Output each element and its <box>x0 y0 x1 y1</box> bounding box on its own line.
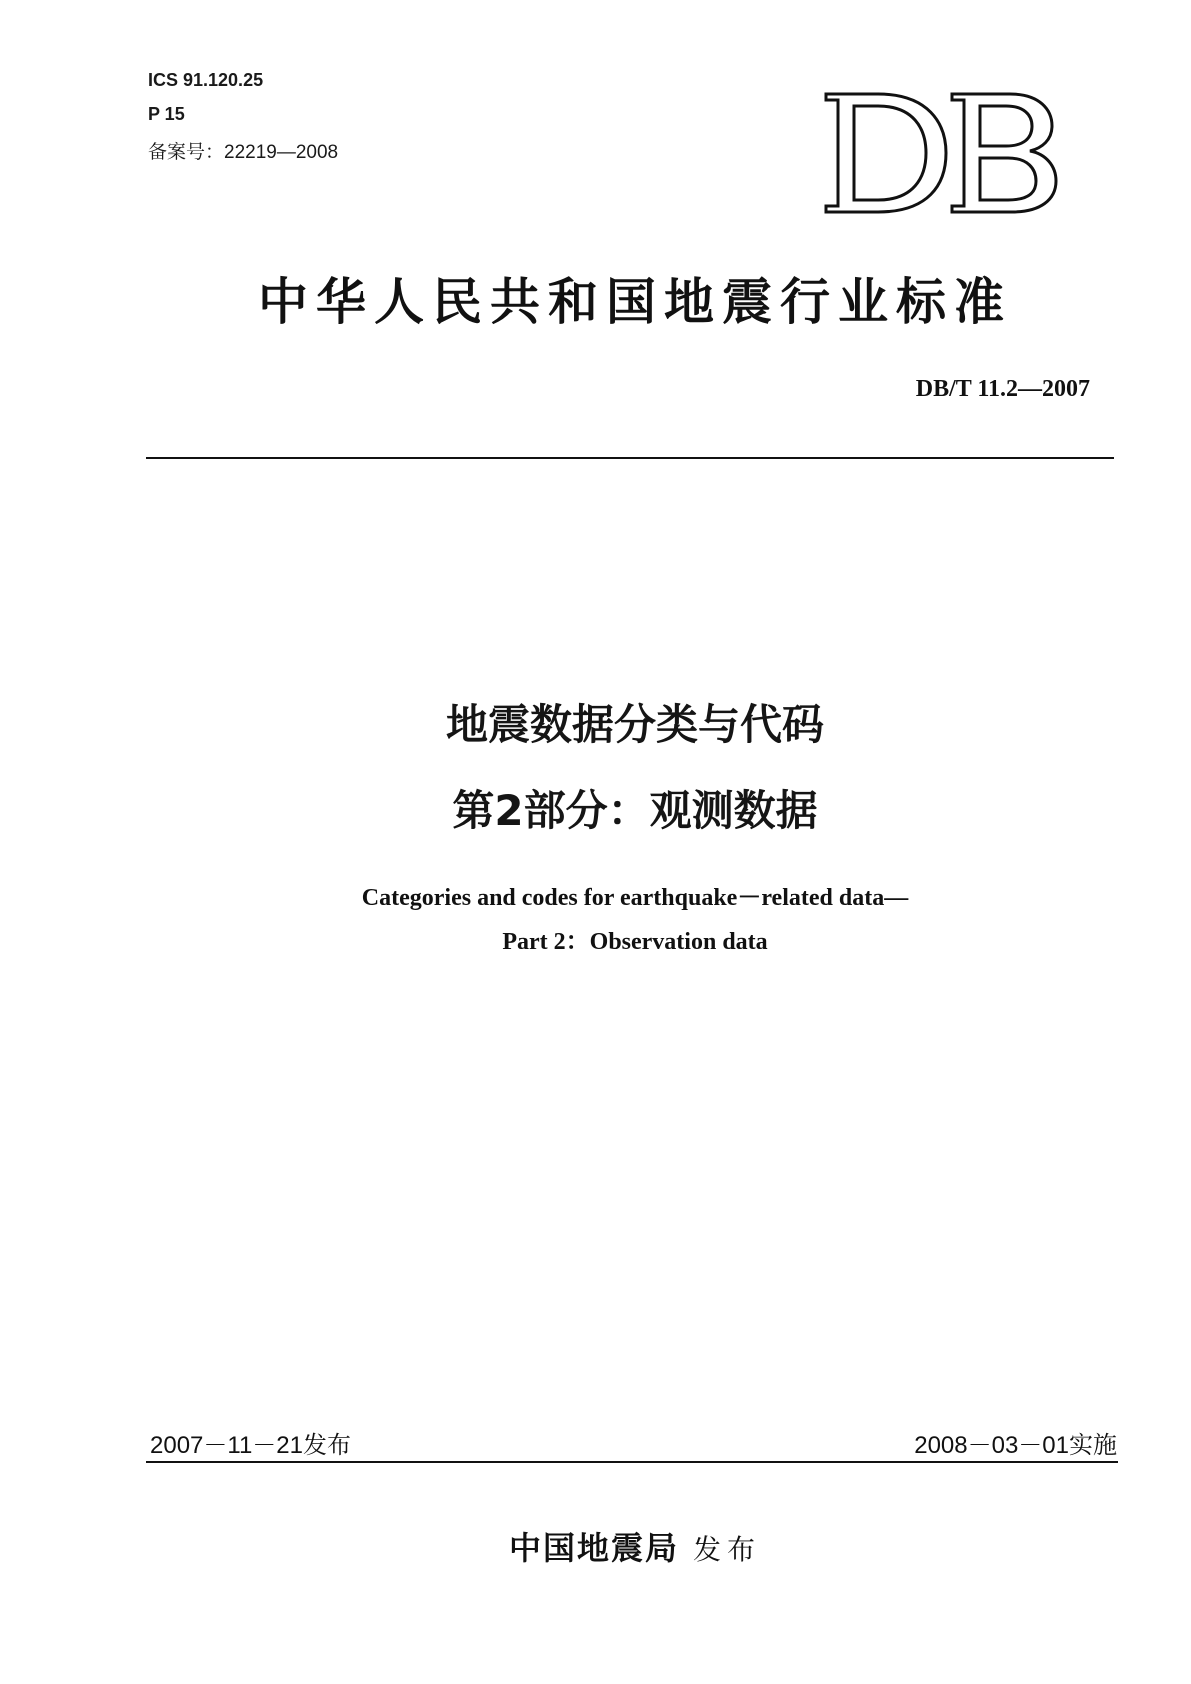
issue-date: 2007－11－21发布 <box>150 1432 351 1459</box>
implementation-date: 2008－03－01实施 <box>914 1432 1117 1459</box>
db-logo <box>818 88 1058 218</box>
industry-standard-title: 中华人民共和国地震行业标准 <box>258 272 1012 331</box>
publisher-name: 中国地震局 <box>508 1529 679 1567</box>
classification-code: P 15 <box>148 104 185 124</box>
record-number: 备案号：22219—2008 <box>148 142 339 163</box>
footer-divider <box>146 1461 1118 1463</box>
ics-code: ICS 91.120.25 <box>148 70 264 90</box>
english-title-line-1: Categories and codes for earthquake－related data— <box>361 885 909 911</box>
publisher-verb: 发布 <box>693 1533 762 1566</box>
english-title-line-2: Part 2：Observation data <box>502 929 768 955</box>
header-divider <box>146 457 1114 459</box>
chinese-title-line-1: 地震数据分类与代码 <box>445 700 824 749</box>
chinese-title-line-2: 第2部分：观测数据 <box>452 786 818 835</box>
standard-code: DB/T 11.2—2007 <box>915 376 1090 402</box>
publisher <box>100 1523 1170 1569</box>
